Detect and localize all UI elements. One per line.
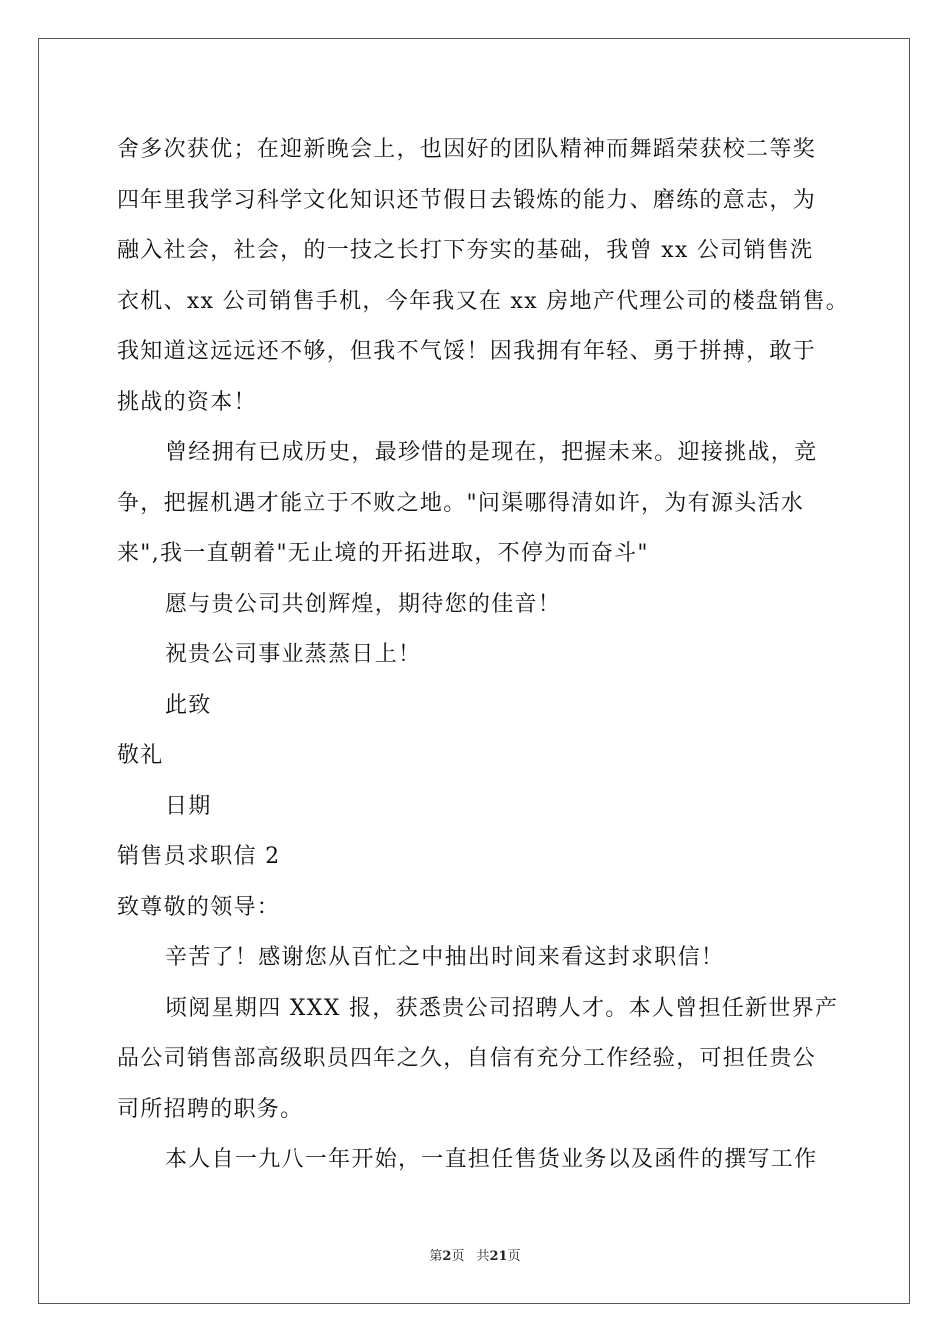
text-line: 司所招聘的职务。 xyxy=(117,1096,304,1122)
text-line: 辛苦了！感谢您从百忙之中抽出时间来看这封求职信！ xyxy=(165,945,725,970)
text-line: 日期 xyxy=(165,793,212,819)
page-number-current: 2 xyxy=(442,1249,452,1264)
text-line: 衣机、xx 公司销售手机，今年我又在 xx 房地产代理公司的楼盘销售。 xyxy=(117,288,850,314)
text-line: 曾经拥有已成历史，最珍惜的是现在，把握未来。迎接挑战，竞 xyxy=(165,440,818,465)
text-line: 四年里我学习科学文化知识还节假日去锻炼的能力、磨练的意志，为 xyxy=(117,187,817,213)
text-line: 祝贵公司事业蒸蒸日上！ xyxy=(165,642,422,667)
text-line: 品公司销售部高级职员四年之久，自信有充分工作经验，可担任贵公 xyxy=(117,1046,817,1071)
text-line: 争，把握机遇才能立于不败之地。"问渠哪得清如许，为有源头活水 xyxy=(117,490,805,516)
page-number-prefix: 第 xyxy=(429,1249,443,1264)
page-total-count: 21 xyxy=(489,1249,508,1264)
text-line: 来",我一直朝着"无止境的开拓进取，不停为而奋斗" xyxy=(117,541,649,566)
page-footer xyxy=(0,1245,950,1264)
text-line: 致尊敬的领导： xyxy=(117,894,281,920)
text-line: 顷阅星期四 XXX 报，获悉贵公司招聘人才。本人曾担任新世界产 xyxy=(165,995,839,1021)
page-total-suffix: 页 xyxy=(507,1249,521,1264)
text-line: 本人自一九八一年开始，一直担任售货业务以及函件的撰写工作 xyxy=(165,1147,818,1172)
text-line: 愿与贵公司共创辉煌，期待您的佳音！ xyxy=(165,591,562,617)
text-line: 销售员求职信 2 xyxy=(117,844,281,869)
page-total-prefix: 共 xyxy=(476,1249,490,1264)
text-line: 我知道这远远还不够，但我不气馁！因我拥有年轻、勇于拼搏，敢于 xyxy=(117,339,817,364)
text-line: 此致 xyxy=(165,692,212,718)
page-number-suffix: 页 xyxy=(451,1249,465,1264)
document-body xyxy=(117,125,850,1186)
text-line: 融入社会，社会，的一技之长打下夯实的基础，我曾 xx 公司销售洗 xyxy=(117,238,814,263)
text-line: 舍多次获优；在迎新晚会上，也因好的团队精神而舞蹈荣获校二等奖 xyxy=(117,137,817,162)
text-line: 挑战的资本！ xyxy=(117,389,257,415)
text-line: 敬礼 xyxy=(117,743,164,768)
